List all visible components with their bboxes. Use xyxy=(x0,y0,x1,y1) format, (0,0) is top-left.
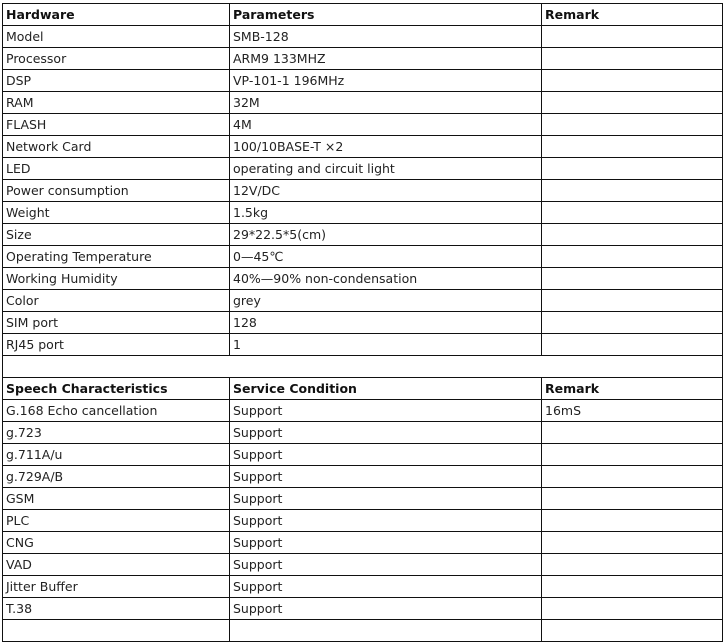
item-cell: Processor xyxy=(3,48,230,70)
remark-cell xyxy=(542,26,723,48)
remark-cell: 16mS xyxy=(542,400,723,422)
item-cell: g.729A/B xyxy=(3,466,230,488)
item-cell: Jitter Buffer xyxy=(3,576,230,598)
remark-cell xyxy=(542,136,723,158)
remark-cell xyxy=(542,466,723,488)
value-cell: 0—45℃ xyxy=(230,246,542,268)
item-cell: CNG xyxy=(3,532,230,554)
item-cell: Color xyxy=(3,290,230,312)
value-cell: Support xyxy=(230,422,542,444)
item-cell: Network Card xyxy=(3,136,230,158)
value-cell: operating and circuit light xyxy=(230,158,542,180)
value-cell: 100/10BASE-T ×2 xyxy=(230,136,542,158)
header-hardware: Hardware xyxy=(3,4,230,26)
remark-cell xyxy=(542,92,723,114)
value-cell: 1 xyxy=(230,334,542,356)
separator-cell xyxy=(3,356,723,378)
value-cell: 12V/DC xyxy=(230,180,542,202)
remark-cell xyxy=(542,510,723,532)
table-row xyxy=(3,334,723,356)
table-row xyxy=(3,290,723,312)
remark-cell xyxy=(542,576,723,598)
remark-cell xyxy=(542,444,723,466)
item-cell: LED xyxy=(3,158,230,180)
table-row xyxy=(3,92,723,114)
remark-cell xyxy=(542,488,723,510)
table-row xyxy=(3,180,723,202)
item-cell: DSP xyxy=(3,70,230,92)
value-cell: SMB-128 xyxy=(230,26,542,48)
table-row xyxy=(3,158,723,180)
table-row xyxy=(3,246,723,268)
value-cell: 4M xyxy=(230,114,542,136)
item-cell: g.711A/u xyxy=(3,444,230,466)
table-row xyxy=(3,312,723,334)
remark-cell xyxy=(542,532,723,554)
remark-cell xyxy=(542,158,723,180)
table-row xyxy=(3,114,723,136)
item-cell: VAD xyxy=(3,554,230,576)
remark-cell xyxy=(542,246,723,268)
header-speech-characteristics: Speech Characteristics xyxy=(3,378,230,400)
spec-table xyxy=(2,3,723,642)
value-cell: Support xyxy=(230,400,542,422)
remark-cell xyxy=(542,114,723,136)
table-row xyxy=(3,576,723,598)
item-cell: Size xyxy=(3,224,230,246)
value-cell: Support xyxy=(230,554,542,576)
value-cell: ARM9 133MHZ xyxy=(230,48,542,70)
remark-cell xyxy=(542,48,723,70)
separator-row xyxy=(3,356,723,378)
table-row xyxy=(3,510,723,532)
item-cell: g.723 xyxy=(3,422,230,444)
table-row xyxy=(3,136,723,158)
item-cell: Working Humidity xyxy=(3,268,230,290)
item-cell: G.168 Echo cancellation xyxy=(3,400,230,422)
item-cell: RAM xyxy=(3,92,230,114)
item-cell: Model xyxy=(3,26,230,48)
value-cell: 128 xyxy=(230,312,542,334)
value-cell: 32M xyxy=(230,92,542,114)
table-row xyxy=(3,202,723,224)
remark-cell xyxy=(542,224,723,246)
item-cell: GSM xyxy=(3,488,230,510)
remark-cell xyxy=(542,70,723,92)
value-cell: Support xyxy=(230,488,542,510)
value-cell: Support xyxy=(230,444,542,466)
spec-table-body xyxy=(3,4,723,642)
value-cell: Support xyxy=(230,532,542,554)
value-cell: Support xyxy=(230,466,542,488)
value-cell: 29*22.5*5(cm) xyxy=(230,224,542,246)
item-cell: Power consumption xyxy=(3,180,230,202)
header-parameters: Parameters xyxy=(230,4,542,26)
item-cell: PLC xyxy=(3,510,230,532)
value-cell: 1.5kg xyxy=(230,202,542,224)
table-row xyxy=(3,422,723,444)
item-cell: SIM port xyxy=(3,312,230,334)
empty-cell xyxy=(3,620,230,642)
value-cell: 40%—90% non-condensation xyxy=(230,268,542,290)
table-row xyxy=(3,400,723,422)
value-cell: Support xyxy=(230,510,542,532)
table-row xyxy=(3,268,723,290)
table-row xyxy=(3,466,723,488)
remark-cell xyxy=(542,422,723,444)
table-row xyxy=(3,26,723,48)
speech-header-row xyxy=(3,378,723,400)
header-service-condition: Service Condition xyxy=(230,378,542,400)
table-row xyxy=(3,532,723,554)
header-remark: Remark xyxy=(542,4,723,26)
remark-cell xyxy=(542,180,723,202)
table-row xyxy=(3,444,723,466)
table-row xyxy=(3,598,723,620)
item-cell: T.38 xyxy=(3,598,230,620)
remark-cell xyxy=(542,290,723,312)
table-row xyxy=(3,70,723,92)
value-cell: Support xyxy=(230,576,542,598)
table-row xyxy=(3,488,723,510)
remark-cell xyxy=(542,598,723,620)
table-row xyxy=(3,224,723,246)
empty-cell xyxy=(542,620,723,642)
item-cell: RJ45 port xyxy=(3,334,230,356)
empty-cell xyxy=(230,620,542,642)
item-cell: FLASH xyxy=(3,114,230,136)
remark-cell xyxy=(542,202,723,224)
remark-cell xyxy=(542,312,723,334)
item-cell: Operating Temperature xyxy=(3,246,230,268)
table-row xyxy=(3,48,723,70)
remark-cell xyxy=(542,268,723,290)
hardware-header-row xyxy=(3,4,723,26)
value-cell: Support xyxy=(230,598,542,620)
remark-cell xyxy=(542,554,723,576)
table-row xyxy=(3,554,723,576)
value-cell: grey xyxy=(230,290,542,312)
trailing-empty-row xyxy=(3,620,723,642)
remark-cell xyxy=(542,334,723,356)
header-remark: Remark xyxy=(542,378,723,400)
item-cell: Weight xyxy=(3,202,230,224)
value-cell: VP-101-1 196MHz xyxy=(230,70,542,92)
